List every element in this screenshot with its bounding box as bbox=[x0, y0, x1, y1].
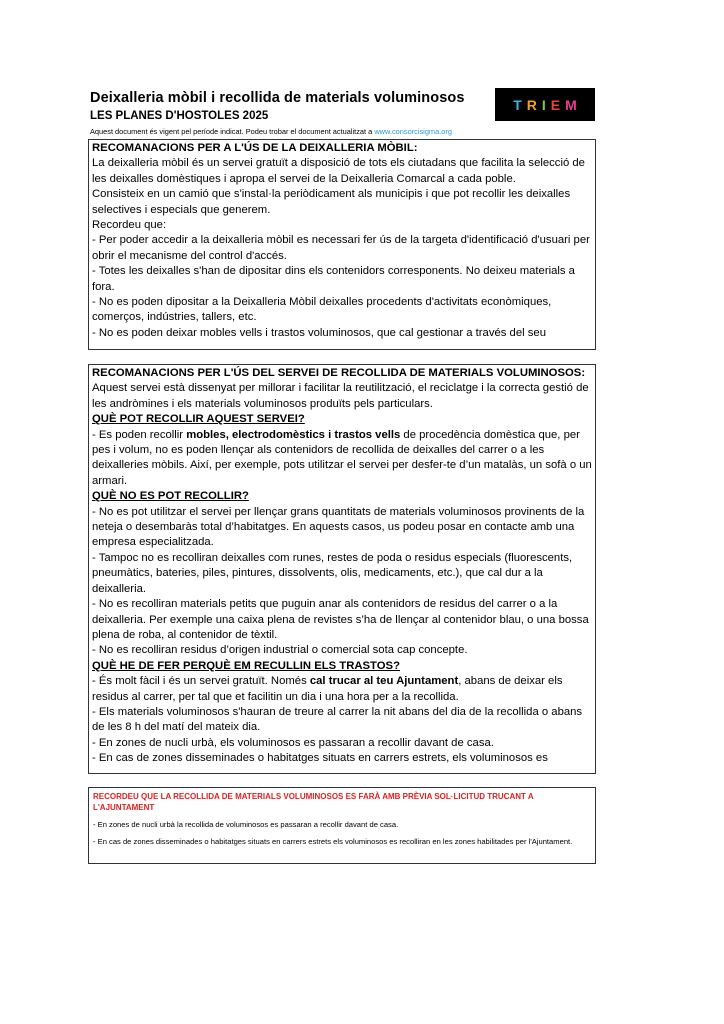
list-item: - En cas de zones disseminades o habitatges situats en carrers estrets els voluminosos es recolliran en les zones habilitades per l'Ajuntament. bbox=[93, 837, 573, 846]
reminder-heading: RECORDEU QUE LA RECOLLIDA DE MATERIALS VOLUMINOSOS ES FARÀ AMB PRÈVIA SOL·LICITUD TRUCANT A L'AJUNTAMENT bbox=[93, 792, 534, 812]
section-heading: RECOMANACIONS PER A L'ÚS DE LA DEIXALLERIA MÒBIL: bbox=[92, 142, 418, 154]
reminder-box bbox=[88, 787, 596, 864]
list-item: - No es pot utilitzar el servei per llençar grans quantitats de materials voluminosos provinents de la neteja o desembaràs total d’habitatges. En aquests casos, us podeu posar en contacte amb una empresa especialitzada. bbox=[92, 505, 585, 549]
logo-letter: I bbox=[541, 96, 546, 113]
list-item: - Totes les deixalles s'han de dipositar dins els contenidors corresponents. No deixeu materials a fora. bbox=[92, 265, 575, 293]
validity-note-text: Aquest document és vigent pel període indicat. Podeu trobar el document actualitzat a bbox=[90, 127, 375, 136]
bold-text: cal trucar al teu Ajuntament bbox=[309, 675, 459, 688]
section-heading: RECOMANACIONS PER L'ÚS DEL SERVEI DE RECOLLIDA DE MATERIALS VOLUMINOSOS: bbox=[92, 367, 586, 379]
list-item: - En zones de nucli urbà, els voluminosos es passaran a recollir davant de casa. bbox=[92, 736, 494, 749]
bulky-collection-box bbox=[88, 364, 596, 774]
logo-letter: M bbox=[565, 96, 577, 113]
text-span: - És molt fàcil i és un servei gratuït. Només bbox=[92, 675, 310, 688]
paragraph bbox=[92, 428, 592, 490]
list-item: - Tampoc no es recolliran deixalles com runes, restes de poda o residus especials (fluorescents, pneumàtics, bateries, piles, pintures, dissolvents, olis, medicaments, etc.), que cal dur a la deixalleria. bbox=[92, 551, 573, 595]
triem-logo bbox=[495, 88, 595, 121]
logo-letter: T bbox=[513, 96, 522, 113]
website-link[interactable]: www.consorcisigma.org bbox=[374, 127, 452, 136]
mobile-recycling-box bbox=[88, 139, 596, 350]
list-item: - Per poder accedir a la deixalleria mòbil es necessari fer ús de la targeta d'identificació d'usuari per obrir el mecanisme del control d'accés. bbox=[92, 234, 590, 262]
validity-note bbox=[90, 127, 452, 136]
paragraph bbox=[92, 674, 592, 705]
paragraph: La deixalleria mòbil és un servei gratuït a disposició de tots els ciutadans que facilita la selecció de les deixalles domèstiques i apropa el servei de la Deixalleria Comarcal a cada poble. bbox=[92, 157, 585, 185]
list-item: - No es recolliran residus d’origen industrial o comercial sota cap concepte. bbox=[92, 644, 468, 657]
text-span: de procedència domèstica que, per pes i volum, no es poden llençar als contenidors de recollida de deixalles del carrer o a les deixalleries mòbils. Així, per exemple, pots utilitzar el servei per desfer-te d’un matalàs, un sofà o un armari. bbox=[92, 428, 592, 487]
paragraph: Recordeu que: bbox=[92, 219, 167, 232]
logo-letter: R bbox=[526, 96, 537, 113]
page-title: Deixalleria mòbil i recollida de materials voluminosos bbox=[90, 90, 465, 106]
question-heading: QUÈ POT RECOLLIR AQUEST SERVEI? bbox=[92, 413, 305, 426]
question-heading: QUÈ NO ES POT RECOLLIR? bbox=[92, 490, 249, 503]
paragraph: Aquest servei està dissenyat per millorar i facilitar la reutilització, el reciclatge i la correcta gestió de les andròmines i els materials voluminosos produïts pels particulars. bbox=[92, 382, 589, 410]
list-item: - No es recolliran materials petits que puguin anar als contenidors de residus del carrer o a la deixalleria. Per exemple una caixa plena de revistes s’ha de llençar al contenidor blau, o una bossa plena de roba, al contenidor de tèxtil. bbox=[92, 598, 589, 641]
list-item: - Els materials voluminosos s'hauran de treure al carrer la nit abans del dia de la recollida o abans de les 8 h del matí del mateix dia. bbox=[92, 705, 583, 734]
text-span: - Es poden recollir bbox=[92, 428, 187, 441]
paragraph: Consisteix en un camió que s'instal·la periòdicament als municipis i que pot recollir les deixalles selectives i especials que generem. bbox=[92, 188, 571, 216]
list-item: - En cas de zones disseminades o habitatges situats en carrers estrets, els voluminosos es bbox=[92, 752, 548, 765]
bold-text: mobles, electrodomèstics i trastos vells bbox=[186, 428, 401, 441]
list-item: - No es poden deixar mobles vells i trastos voluminosos, que cal gestionar a través del seu bbox=[92, 326, 546, 339]
question-heading: QUÈ HE DE FER PERQUÈ EM RECULLIN ELS TRASTOS? bbox=[92, 659, 400, 672]
list-item: - En zones de nucli urbà la recollida de voluminosos es passaran a recollir davant de casa. bbox=[93, 820, 399, 829]
page-subtitle: LES PLANES D'HOSTOLES 2025 bbox=[90, 110, 269, 122]
text-span: , abans de deixar els residus al carrer, per tal que et facilitin un dia i una hora per a la recollida. bbox=[92, 675, 563, 703]
logo-letter: E bbox=[550, 96, 561, 113]
list-item: - No es poden dipositar a la Deixalleria Mòbil deixalles procedents d'activitats econòmiques, comerços, indústries, tallers, etc. bbox=[92, 296, 552, 324]
